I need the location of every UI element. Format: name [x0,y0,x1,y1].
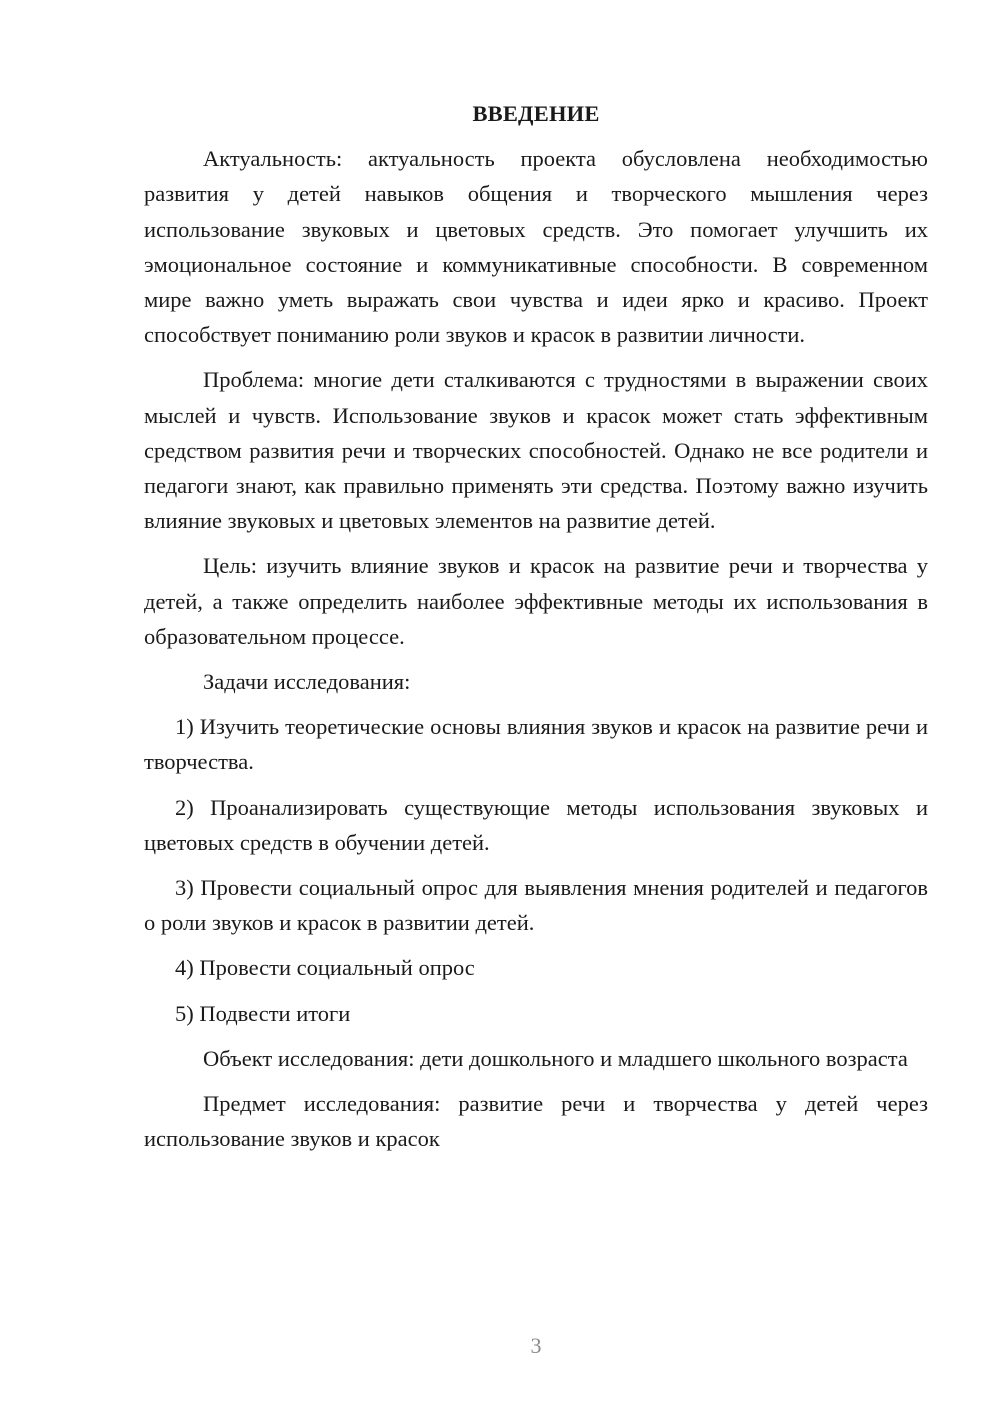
problem-paragraph: Проблема: многие дети сталкиваются с трудностями в выражении своих мыслей и чувств. Использование звуков и красок может стать эффективным средством развития речи и творческих способностей. Однако не все родители и педагоги знают, как правильно применять эти средства. Поэтому важно изучить влияние звуковых и цветовых элементов на развитие детей. [144,367,928,534]
subject-paragraph: Предмет исследования: развитие речи и творчества у детей через использование звуков и красок [144,1091,928,1152]
section-title: ВВЕДЕНИЕ [472,101,600,126]
object-paragraph: Объект исследования: дети дошкольного и младшего школьного возраста [203,1045,908,1071]
tasks-heading: Задачи исследования: [203,669,411,695]
task-item-4: 4) Провести социальный опрос [175,955,475,981]
task-item-3: 3) Провести социальный опрос для выявления мнения родителей и педагогов о роли звуков и красок в развитии детей. [144,875,928,936]
task-item-1: 1) Изучить теоретические основы влияния звуков и красок на развитие речи и творчества. [144,714,928,775]
task-item-5: 5) Подвести итоги [175,1000,351,1026]
page-content [144,96,928,1166]
page-number: 3 [530,1333,542,1358]
task-item-2: 2) Проанализировать существующие методы использования звуковых и цветовых средств в обучении детей. [144,794,928,855]
relevance-paragraph: Актуальность: актуальность проекта обусловлена необходимостью развития у детей навыков общения и творческого мышления через использование звуковых и цветовых средств. Это помогает улучшить их эмоциональное состояние и коммуникативные способности. В современном мире важно уметь выражать свои чувства и идеи ярко и красиво. Проект способствует пониманию роли звуков и красок в развитии личности. [144,146,928,348]
goal-paragraph: Цель: изучить влияние звуков и красок на развитие речи и творчества у детей, а также определить наиболее эффективные методы их использования в образовательном процессе. [144,553,928,649]
